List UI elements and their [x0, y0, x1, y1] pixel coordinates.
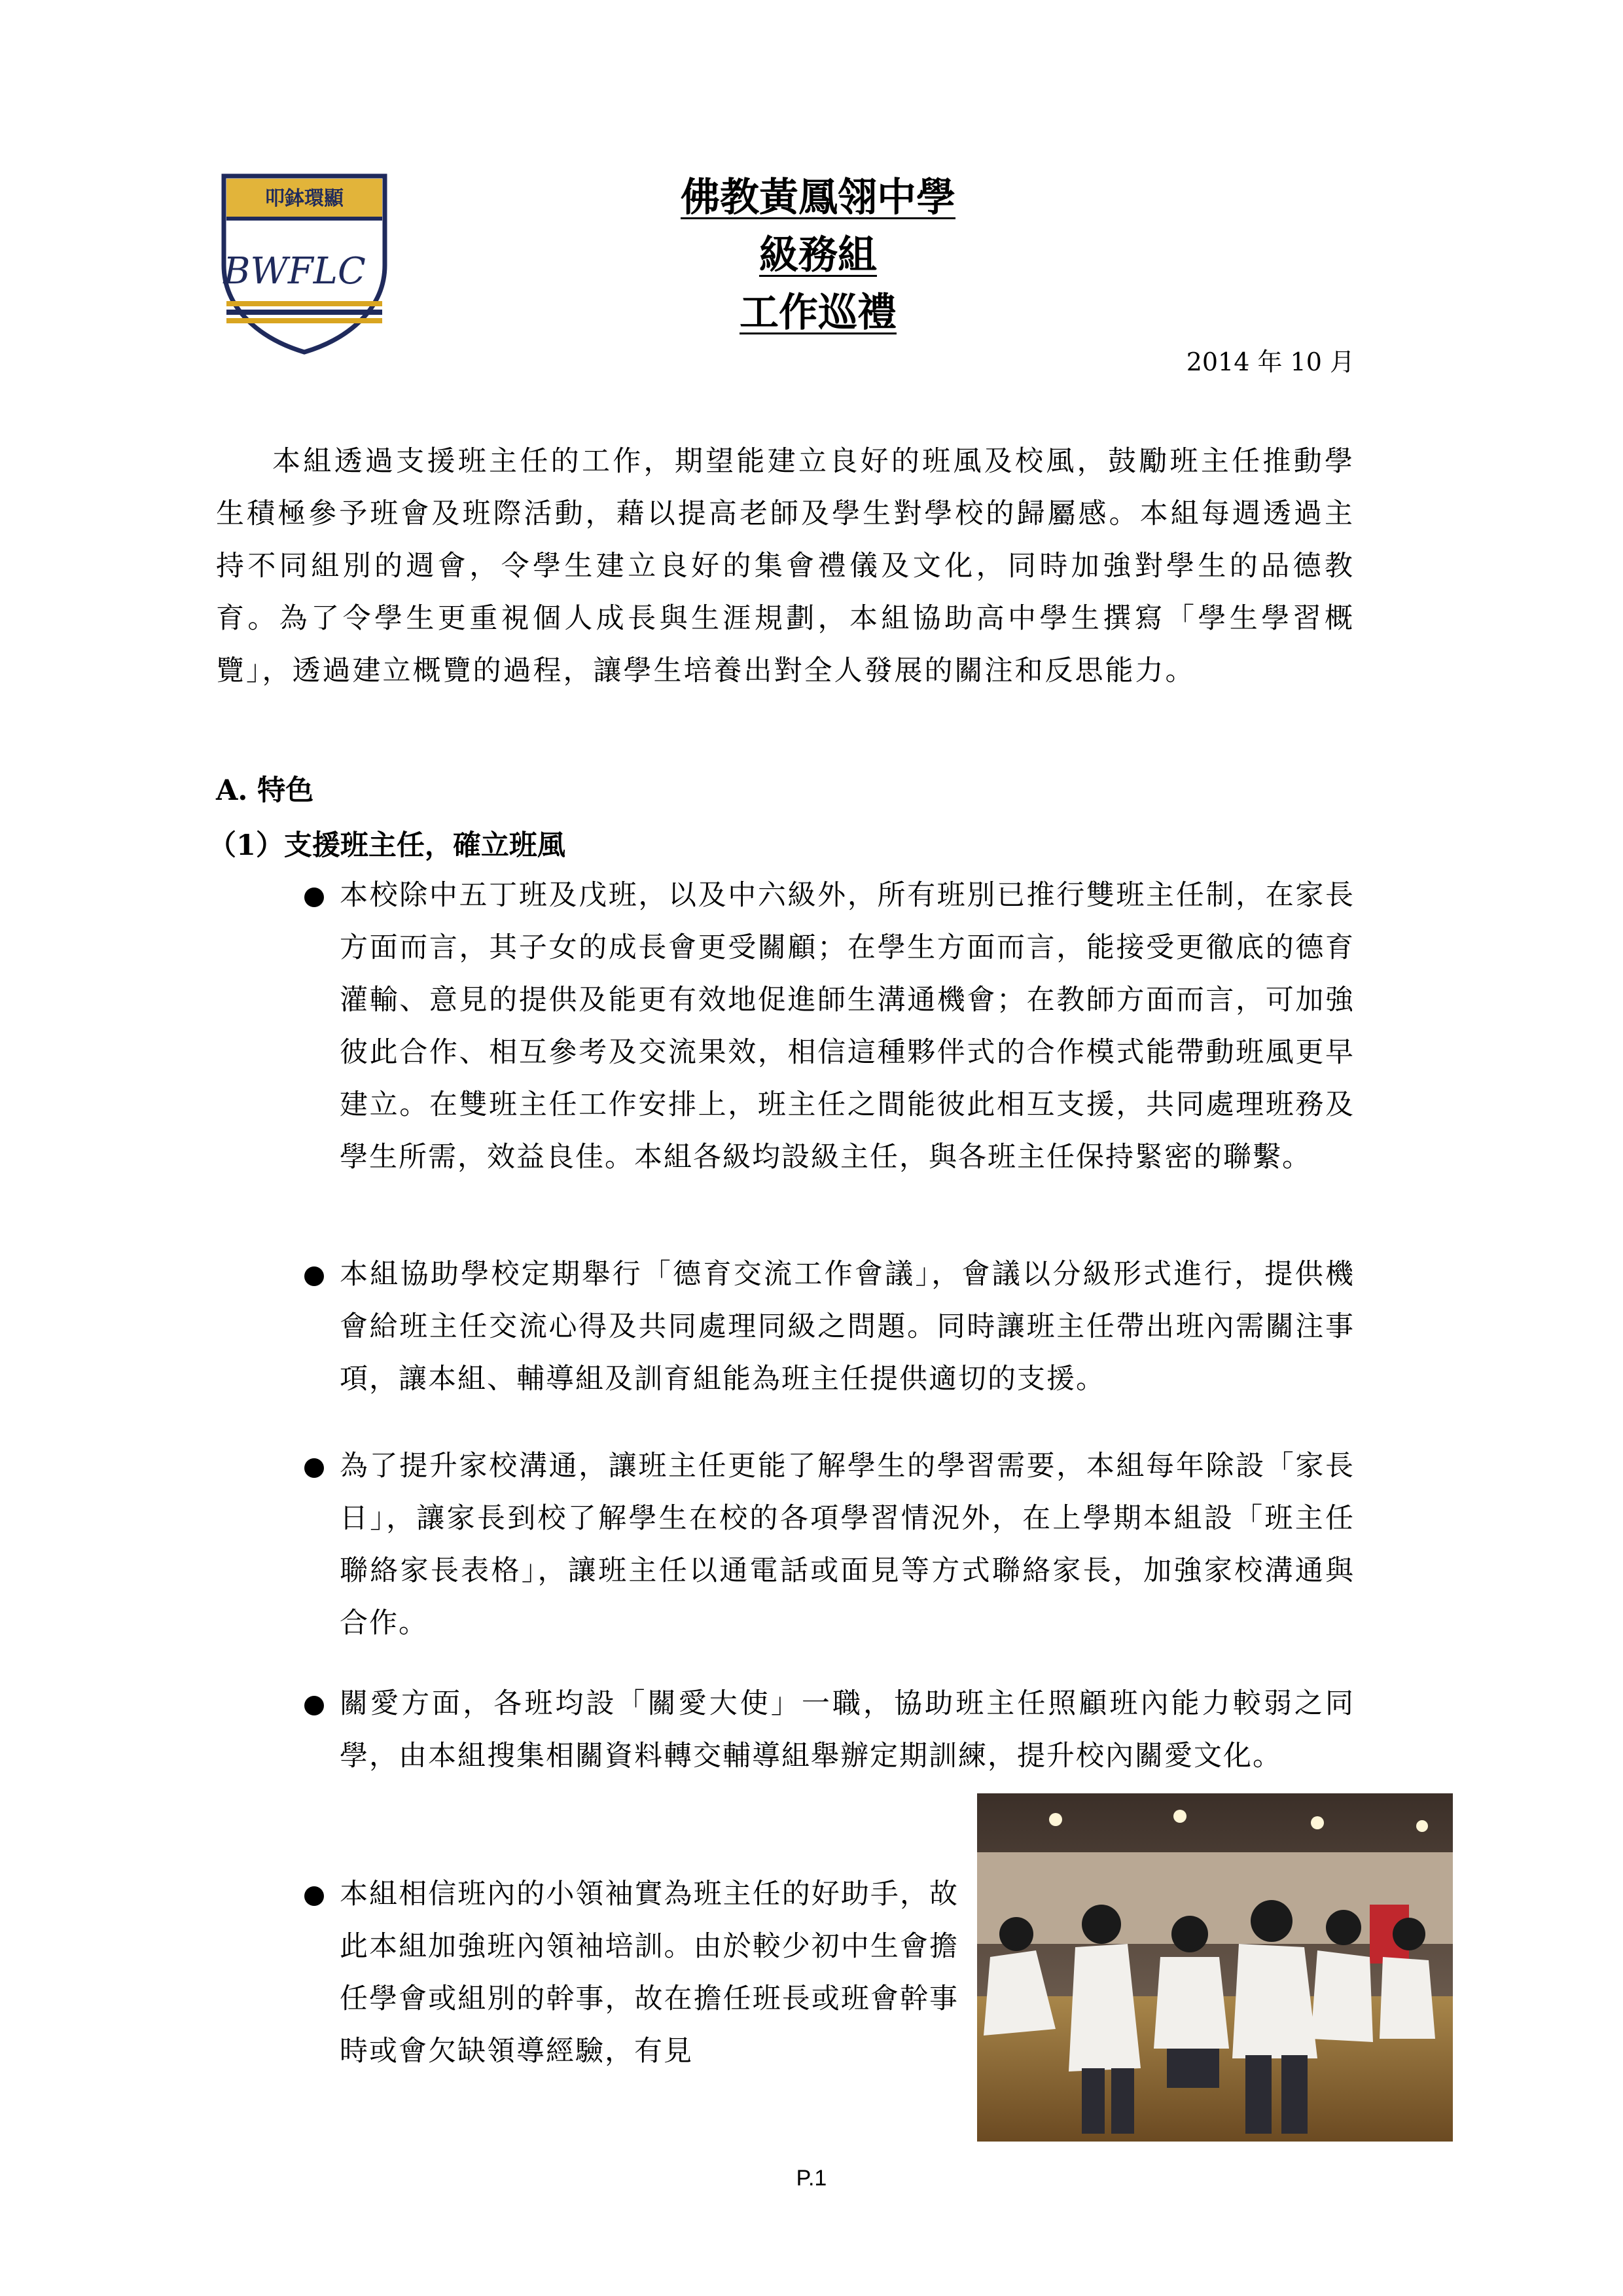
document-title: 工作巡禮: [740, 290, 897, 336]
subsection-heading: （1）支援班主任，確立班風: [208, 829, 565, 862]
bullet-item: [304, 1868, 959, 2077]
bullet-item: [304, 1440, 1355, 1649]
department-title: 級務組: [759, 232, 877, 278]
bullet-text: 本組相信班內的小領袖實為班主任的好助手，故此本組加強班內領袖培訓。由於較少初中生會擔任學會或組別的幹事，故在擔任班長或班會幹事時或會欠缺領導經驗，有見: [340, 1878, 959, 2068]
svg-text:叩鉢環顯: 叩鉢環顯: [265, 187, 344, 210]
school-crest-logo: [216, 167, 393, 357]
bullet-text: 本校除中五丁班及戊班，以及中六級外，所有班別已推行雙班主任制，在家長方面而言，其子女的成長會更受關顧；在學生方面而言，能接受更徹底的德育灌輸、意見的提供及能更有效地促進師生溝通機會；在教師方面而言，可加強彼此合作、相互參考及交流果效，相信這種夥伴式的合作模式能帶動班風更早建立。在雙班主任工作安排上，班主任之間能彼此相互支援，共同處理班務及學生所需，效益良佳。本組各級均設級主任，與各班主任保持緊密的聯繫。: [340, 879, 1355, 1174]
intro-paragraph: 本組透過支援班主任的工作，期望能建立良好的班風及校風，鼓勵班主任推動學生積極參予班會及班際活動，藉以提高老師及學生對學校的歸屬感。本組每週透過主持不同組別的週會，令學生建立良好的集會禮儀及文化，同時加強對學生的品德教育。為了令學生更重視個人成長與生涯規劃，本組協助高中學生撰寫「學生學習概覽」，透過建立概覽的過程，讓學生培養出對全人發展的關注和反思能力。: [216, 445, 1355, 687]
bullet-text: 為了提升家校溝通，讓班主任更能了解學生的學習需要，本組每年除設「家長日」，讓家長到校了解學生在校的各項學習情況外，在上學期本組設「班主任聯絡家長表格」，讓班主任以通電話或面見等方式聯絡家長，加強家校溝通與合作。: [340, 1450, 1355, 1640]
bullet-dot-icon: [304, 1696, 324, 1715]
bullet-dot-icon: [304, 1266, 324, 1286]
bullet-dot-icon: [304, 888, 324, 907]
page-number: P.1: [796, 2166, 827, 2191]
document-date: 2014 年 10 月: [1186, 348, 1355, 376]
section-heading: A. 特色: [216, 774, 314, 807]
bullet-text: 關愛方面，各班均設「關愛大使」一職，協助班主任照顧班內能力較弱之同學，由本組搜集相關資料轉交輔導組舉辦定期訓練，提升校內關愛文化。: [340, 1687, 1355, 1772]
bullet-item: [304, 869, 1355, 1183]
bullet-dot-icon: [304, 1886, 324, 1906]
svg-text:BWFLC: BWFLC: [223, 250, 366, 293]
bullet-item: [304, 1248, 1355, 1405]
students-activity-photo: [977, 1793, 1453, 2142]
bullet-text: 本組協助學校定期舉行「德育交流工作會議」，會議以分級形式進行，提供機會給班主任交流心得及共同處理同級之問題。同時讓班主任帶出班內需關注事項，讓本組、輔導組及訓育組能為班主任提供適切的支援。: [340, 1258, 1355, 1395]
school-name-title: 佛教黃鳳翎中學: [681, 175, 955, 221]
bullet-dot-icon: [304, 1458, 324, 1478]
bullet-item: [304, 1677, 1355, 1782]
